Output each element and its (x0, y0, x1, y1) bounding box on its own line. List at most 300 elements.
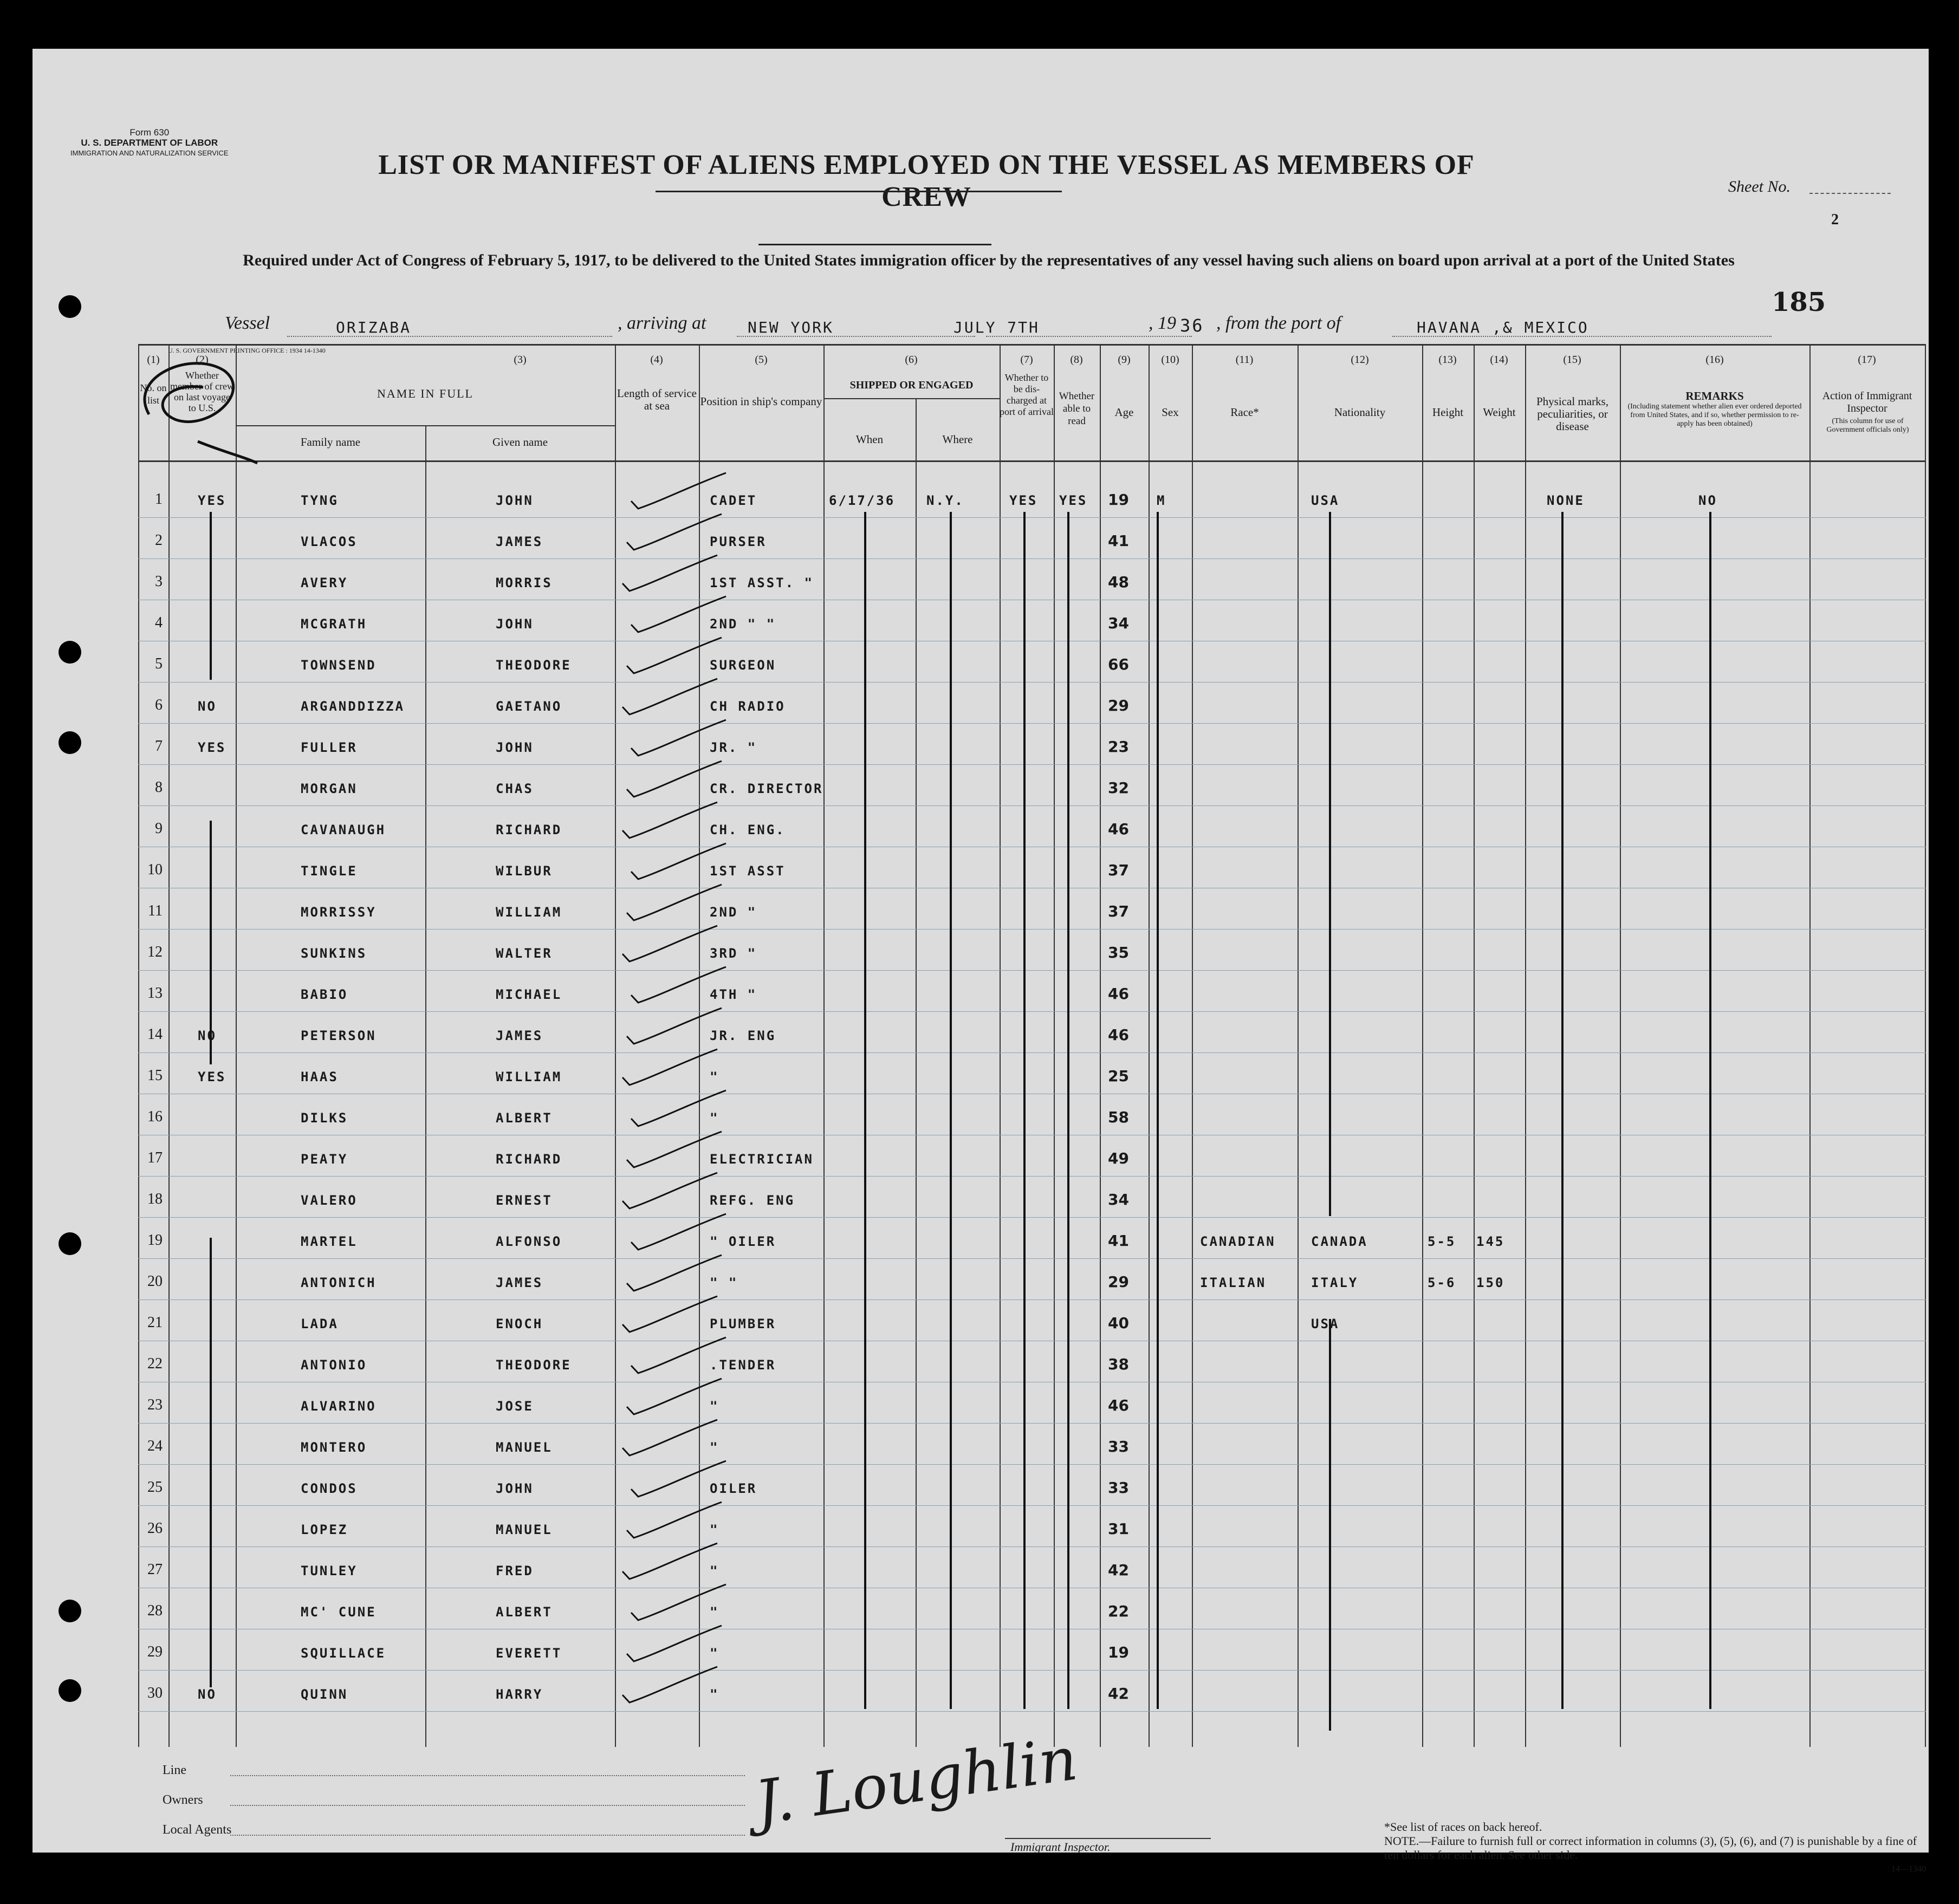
row-number: 2 (155, 532, 163, 549)
row-rule (138, 1299, 1926, 1300)
inspector-label: Immigrant Inspector. (1010, 1840, 1111, 1854)
col-rule (1192, 344, 1193, 1747)
given-name-cell: JOSE (496, 1399, 534, 1414)
crew-table (138, 344, 1926, 1747)
inspector-signature: J. Loughlin (751, 1724, 1082, 1838)
family-name-cell: DILKS (301, 1110, 348, 1126)
row-rule (138, 1711, 1926, 1712)
ditto-line (1157, 512, 1159, 1709)
age-cell: 46 (1108, 1396, 1129, 1414)
col-rule (1100, 344, 1101, 1747)
given-name-cell: WILLIAM (496, 1069, 562, 1084)
age-cell: 19 (1108, 1643, 1129, 1661)
family-name-cell: MORGAN (301, 781, 358, 796)
given-name-cell: EVERETT (496, 1646, 562, 1661)
row-rule (138, 1052, 1926, 1053)
nationality-cell: USA (1311, 1316, 1340, 1331)
position-cell: CR. DIRECTOR (710, 781, 823, 796)
col-rule (236, 344, 237, 1747)
position-cell: .TENDER (710, 1357, 776, 1373)
row-number: 3 (155, 573, 163, 590)
punch-hole (59, 1232, 81, 1255)
hdr-remarks-sub: (Including statement whether alien ever ordered deported from United States, and if so, whether permission to re-apply has been obtained) (1627, 402, 1802, 428)
row-number: 21 (147, 1314, 163, 1331)
row-rule (138, 1505, 1926, 1506)
column-number: (12) (1351, 354, 1369, 366)
given-name-cell: JOHN (496, 493, 534, 508)
family-name-cell: ANTONICH (301, 1275, 377, 1290)
row-number: 11 (148, 902, 163, 919)
family-name-cell: BABIO (301, 987, 348, 1002)
row-rule (138, 1546, 1926, 1547)
family-name-cell: ALVARINO (301, 1399, 377, 1414)
check-mark (624, 880, 727, 924)
check-mark (620, 551, 723, 594)
column-number: (13) (1438, 354, 1457, 366)
race-cell: ITALIAN (1200, 1275, 1267, 1290)
nationality-cell: CANADA (1311, 1234, 1368, 1249)
check-mark (620, 1662, 723, 1706)
family-name-cell: PETERSON (301, 1028, 377, 1043)
row-number: 10 (147, 861, 163, 878)
row-number: 13 (147, 985, 163, 1002)
age-cell: 37 (1108, 902, 1129, 920)
hdr-shipped: SHIPPED OR ENGAGED (849, 379, 974, 391)
family-name-cell: MCGRATH (301, 616, 367, 632)
col-rule (916, 398, 917, 1747)
arriving-value: NEW YORK (748, 319, 834, 336)
given-name-cell: MORRIS (496, 575, 553, 590)
shipped-when-cell: 6/17/36 (829, 493, 896, 508)
footer-line-label: Line (163, 1763, 186, 1777)
ditto-line (1709, 512, 1711, 1709)
age-cell: 41 (1108, 532, 1129, 550)
given-name-cell: WALTER (496, 946, 553, 961)
member-cell: NO (198, 1028, 217, 1043)
family-name-cell: VLACOS (301, 534, 358, 549)
able-to-read-cell: YES (1059, 493, 1088, 508)
position-cell: PLUMBER (710, 1316, 776, 1331)
family-name-cell: TUNLEY (301, 1563, 358, 1578)
age-cell: 23 (1108, 738, 1129, 756)
check-mark (620, 1045, 723, 1088)
sheet-number-value: 2 (1831, 211, 1839, 228)
position-cell: " (710, 1646, 719, 1661)
given-name-cell: JAMES (496, 1028, 543, 1043)
position-cell: " (710, 1399, 719, 1414)
row-number: 5 (155, 655, 163, 672)
age-cell: 58 (1108, 1108, 1129, 1126)
age-cell: 34 (1108, 614, 1129, 632)
row-number: 17 (147, 1149, 163, 1166)
position-cell: " (710, 1604, 719, 1620)
footer-agents-rule (230, 1835, 745, 1836)
given-name-cell: WILLIAM (496, 905, 562, 920)
position-cell: " (710, 1522, 719, 1537)
check-mark (620, 1292, 723, 1335)
member-cell: YES (198, 493, 226, 508)
family-name-cell: MONTERO (301, 1440, 367, 1455)
pen-loop-mark (116, 333, 279, 474)
ditto-line (1023, 512, 1026, 1709)
column-number: (10) (1161, 354, 1179, 366)
row-rule (138, 1011, 1926, 1012)
row-number: 24 (147, 1438, 163, 1454)
given-name-cell: JOHN (496, 740, 534, 755)
weight-cell: 150 (1476, 1275, 1505, 1290)
row-number: 22 (147, 1355, 163, 1372)
col-rule (1298, 344, 1299, 1747)
given-name-cell: RICHARD (496, 1152, 562, 1167)
hdr-physical: Physical marks, peculiarities, or disease (1536, 395, 1608, 433)
hdr-read: Whether able to read (1059, 391, 1095, 427)
position-cell: 2ND " (710, 905, 757, 920)
check-mark (628, 469, 731, 512)
hdr-nationality: Nationality (1334, 406, 1386, 419)
column-number: (16) (1705, 354, 1724, 366)
hdr-family: Family name (300, 436, 361, 449)
row-rule (138, 1258, 1926, 1259)
ditto-line (210, 512, 212, 680)
row-rule (138, 1217, 1926, 1218)
check-mark (620, 1415, 723, 1459)
check-mark (628, 1333, 731, 1376)
family-name-cell: ARGANDDIZZA (301, 699, 405, 714)
ditto-line (950, 512, 952, 1709)
column-number: (8) (1070, 354, 1083, 366)
given-name-cell: ERNEST (496, 1193, 553, 1208)
given-name-cell: THEODORE (496, 1357, 572, 1373)
row-number: 26 (147, 1520, 163, 1537)
hdr-member: Whether member of crew on last voyage to U.S. (170, 370, 234, 413)
column-number: (2) (196, 354, 209, 366)
position-cell: JR. " (710, 740, 757, 755)
form-block (70, 127, 229, 158)
row-rule (138, 1670, 1926, 1671)
column-number: (14) (1490, 354, 1508, 366)
position-cell: " (710, 1563, 719, 1578)
given-name-cell: THEODORE (496, 658, 572, 673)
row-number: 20 (147, 1273, 163, 1290)
hdr-when: When (855, 433, 884, 446)
height-cell: 5-5 (1428, 1234, 1456, 1249)
race-note: *See list of races on back hereof. (1384, 1820, 1542, 1834)
given-name-cell: JAMES (496, 534, 543, 549)
ditto-line (210, 1238, 212, 1687)
age-cell: 46 (1108, 820, 1129, 838)
col-rule (615, 344, 616, 1747)
printer-line: U. S. GOVERNMENT PRINTING OFFICE : 1934 14-1340 (168, 347, 326, 354)
check-mark (628, 1457, 731, 1500)
hdr-given: Given name (492, 436, 548, 449)
position-cell: 2ND " " (710, 616, 776, 632)
col-rule (1422, 344, 1423, 1747)
given-name-cell: MICHAEL (496, 987, 562, 1002)
hdr-age: Age (1114, 406, 1134, 419)
footer-notes (1384, 1820, 1926, 1876)
check-mark (628, 1210, 731, 1253)
position-cell: REFG. ENG (710, 1193, 795, 1208)
row-number: 16 (147, 1108, 163, 1125)
shipped-subrule (823, 398, 1000, 399)
row-number: 18 (147, 1191, 163, 1207)
row-number: 15 (147, 1067, 163, 1084)
column-number: (5) (755, 354, 768, 366)
punch-hole (59, 731, 81, 754)
footer-line-rule (230, 1775, 745, 1776)
col-rule (1054, 344, 1055, 1747)
from-label: , from the port of (1216, 313, 1341, 333)
hdr-action-sub: (This column for use of Government officials only) (1826, 417, 1909, 434)
date-value: JULY 7TH (953, 319, 1040, 336)
check-mark (624, 1251, 727, 1294)
position-cell: " (710, 1440, 719, 1455)
punch-hole (59, 295, 81, 318)
row-rule (138, 929, 1926, 930)
check-mark (620, 1539, 723, 1582)
age-cell: 25 (1108, 1067, 1129, 1085)
age-cell: 31 (1108, 1520, 1129, 1538)
discharged-cell: YES (1009, 493, 1038, 508)
age-cell: 66 (1108, 655, 1129, 673)
nationality-cell: USA (1311, 493, 1340, 508)
position-cell: CH RADIO (710, 699, 786, 714)
position-cell: " " (710, 1275, 738, 1290)
form-department: U. S. DEPARTMENT OF LABOR (81, 138, 218, 148)
footer-agents-label: Local Agents (163, 1823, 232, 1837)
footer-code: 14—1340 (1891, 1864, 1926, 1874)
position-cell: SURGEON (710, 658, 776, 673)
age-cell: 32 (1108, 779, 1129, 797)
check-mark (624, 1498, 727, 1541)
nationality-cell: ITALY (1311, 1275, 1359, 1290)
family-name-cell: MC' CUNE (301, 1604, 377, 1620)
form-number: Form 630 (129, 127, 170, 138)
given-name-cell: GAETANO (496, 699, 562, 714)
sheet-number-label: Sheet No. (1728, 178, 1791, 196)
check-mark (624, 1127, 727, 1171)
punch-hole (59, 1600, 81, 1622)
given-name-cell: MANUEL (496, 1440, 553, 1455)
sex-cell: M (1157, 493, 1166, 508)
position-cell: 3RD " (710, 946, 757, 961)
row-rule (138, 517, 1926, 518)
row-number: 25 (147, 1479, 163, 1496)
age-cell: 48 (1108, 573, 1129, 591)
hdr-race: Race* (1230, 406, 1259, 419)
punch-hole (59, 641, 81, 664)
row-number: 29 (147, 1643, 163, 1660)
check-mark (628, 963, 731, 1006)
given-name-cell: MANUEL (496, 1522, 553, 1537)
row-number: 19 (147, 1232, 163, 1249)
check-mark (628, 839, 731, 882)
given-name-cell: ENOCH (496, 1316, 543, 1331)
row-number: 27 (147, 1561, 163, 1578)
title-underline (656, 191, 1062, 192)
row-number: 14 (147, 1026, 163, 1043)
check-mark (628, 716, 731, 759)
row-rule (138, 723, 1926, 724)
age-cell: 29 (1108, 1273, 1129, 1291)
check-mark (620, 1168, 723, 1212)
age-cell: 40 (1108, 1314, 1129, 1332)
hdr-length: Length of service at sea (617, 387, 697, 412)
column-number: (17) (1858, 354, 1876, 366)
column-number: (7) (1020, 354, 1033, 366)
column-number: (9) (1118, 354, 1131, 366)
form-service: IMMIGRATION AND NATURALIZATION SERVICE (70, 149, 229, 157)
row-rule (138, 1423, 1926, 1424)
column-number: (15) (1563, 354, 1581, 366)
hdr-no: No. on list (140, 382, 167, 406)
position-cell: 4TH " (710, 987, 757, 1002)
family-name-cell: FULLER (301, 740, 358, 755)
family-name-cell: TINGLE (301, 863, 358, 879)
remarks-cell: NO (1698, 493, 1717, 508)
row-number: 23 (147, 1396, 163, 1413)
position-cell: " (710, 1687, 719, 1702)
age-cell: 34 (1108, 1191, 1129, 1208)
height-cell: 5-6 (1428, 1275, 1456, 1290)
family-name-cell: SUNKINS (301, 946, 367, 961)
age-cell: 46 (1108, 985, 1129, 1003)
position-cell: 1ST ASST (710, 863, 786, 879)
col-rule (1809, 344, 1811, 1747)
weight-cell: 145 (1476, 1234, 1505, 1249)
check-mark (620, 921, 723, 965)
member-cell: YES (198, 740, 226, 755)
name-subrule (236, 425, 615, 426)
position-cell: ELECTRICIAN (710, 1152, 814, 1167)
age-cell: 38 (1108, 1355, 1129, 1373)
row-rule (138, 764, 1926, 765)
given-name-cell: RICHARD (496, 822, 562, 837)
family-name-cell: CONDOS (301, 1481, 358, 1496)
given-name-cell: ALBERT (496, 1604, 553, 1620)
given-name-cell: FRED (496, 1563, 534, 1578)
family-name-cell: MARTEL (301, 1234, 358, 1249)
check-mark (628, 1086, 731, 1129)
hdr-discharged: Whether to be dis-charged at port of arrival (1000, 372, 1054, 417)
family-name-cell: MORRISSY (301, 905, 377, 920)
column-number: (3) (514, 354, 527, 366)
age-cell: 29 (1108, 697, 1129, 714)
row-number: 12 (147, 944, 163, 960)
year-value: 36 (1180, 315, 1204, 336)
from-port-value: HAVANA ,& MEXICO (1417, 319, 1589, 336)
age-cell: 22 (1108, 1602, 1129, 1620)
position-cell: CH. ENG. (710, 822, 786, 837)
age-cell: 42 (1108, 1685, 1129, 1702)
vessel-value: ORIZABA (336, 319, 412, 336)
row-rule (138, 558, 1926, 559)
family-name-cell: LADA (301, 1316, 339, 1331)
col-rule (168, 344, 170, 1747)
age-cell: 41 (1108, 1232, 1129, 1250)
age-cell: 19 (1108, 491, 1129, 509)
given-name-cell: JOHN (496, 1481, 534, 1496)
hdr-sex: Sex (1162, 406, 1179, 419)
ditto-line (210, 821, 212, 1064)
hdr-action: Action of Immigrant Inspector (1822, 390, 1912, 414)
check-mark (624, 633, 727, 677)
age-cell: 37 (1108, 861, 1129, 879)
row-rule (138, 970, 1926, 971)
physical-marks-cell: NONE (1547, 493, 1585, 508)
page-title: LIST OR MANIFEST OF ALIENS EMPLOYED ON THE VESSEL AS MEMBERS OF CREW (378, 150, 1475, 212)
row-number: 4 (155, 614, 163, 631)
position-cell: " (710, 1110, 719, 1126)
family-name-cell: TOWNSEND (301, 658, 377, 673)
ditto-line (1067, 512, 1069, 1709)
position-cell: 1ST ASST. " (710, 575, 814, 590)
given-name-cell: JOHN (496, 616, 534, 632)
column-number: (4) (650, 354, 663, 366)
row-number: 7 (155, 738, 163, 755)
age-cell: 33 (1108, 1479, 1129, 1497)
family-name-cell: LOPEZ (301, 1522, 348, 1537)
family-name-cell: TYNG (301, 493, 339, 508)
family-name-cell: VALERO (301, 1193, 358, 1208)
row-rule (138, 805, 1926, 806)
hdr-where: Where (942, 433, 973, 446)
row-number: 9 (155, 820, 163, 837)
given-name-cell: CHAS (496, 781, 534, 796)
position-cell: " OILER (710, 1234, 776, 1249)
ditto-line (864, 512, 866, 1709)
requirement-underline (758, 244, 991, 245)
race-cell: CANADIAN (1200, 1234, 1276, 1249)
row-number: 8 (155, 779, 163, 796)
col-rule (823, 344, 825, 1747)
shipped-where-cell: N.Y. (926, 493, 964, 508)
hdr-position: Position in ship's company (700, 395, 822, 408)
family-name-cell: CAVANAUGH (301, 822, 386, 837)
check-mark (628, 592, 731, 635)
age-cell: 35 (1108, 944, 1129, 961)
row-number: 6 (155, 697, 163, 713)
family-name-cell: HAAS (301, 1069, 339, 1084)
member-cell: NO (198, 1687, 217, 1702)
col-rule (425, 425, 426, 1747)
footer-owners-label: Owners (163, 1793, 203, 1807)
row-rule (138, 1176, 1926, 1177)
arriving-label: , arriving at (618, 313, 706, 333)
member-cell: NO (198, 699, 217, 714)
column-number: (11) (1235, 354, 1254, 366)
col-rule (1149, 344, 1150, 1747)
position-cell: CADET (710, 493, 757, 508)
column-number: (1) (147, 354, 160, 366)
row-number: 30 (147, 1685, 163, 1701)
row-rule (138, 682, 1926, 683)
position-cell: PURSER (710, 534, 767, 549)
check-mark (624, 1374, 727, 1418)
position-cell: OILER (710, 1481, 757, 1496)
family-name-cell: ANTONIO (301, 1357, 367, 1373)
check-mark (624, 510, 727, 553)
given-name-cell: WILBUR (496, 863, 553, 879)
col-rule (138, 344, 139, 1747)
year-prefix: , 19 (1149, 313, 1176, 333)
family-name-cell: AVERY (301, 575, 348, 590)
sheet-number-line (1809, 193, 1891, 194)
manifest-sheet (33, 49, 1929, 1874)
footer-owners-rule (230, 1805, 745, 1806)
check-mark (624, 757, 727, 800)
penalty-note: NOTE.—Failure to furnish full or correct information in columns (3), (5), (6), and (7) is punishable by a fine of ten dollars for each alien. See other side. (1384, 1834, 1917, 1862)
